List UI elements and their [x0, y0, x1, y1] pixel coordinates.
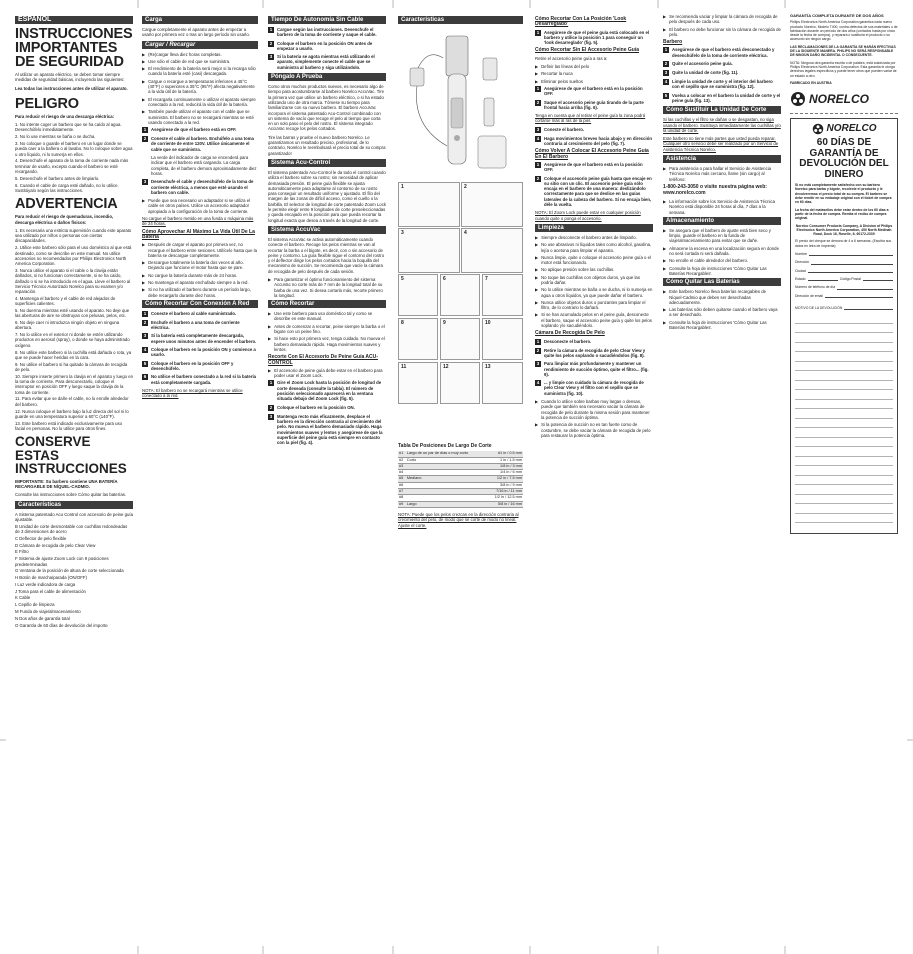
shaver-head-icon — [790, 91, 806, 107]
list-item: B Unidad de corte desmontable con cuchillas redondeadas de 3 dimensiones de acero — [15, 523, 128, 535]
list-item: I Luz verde indicadora de carga — [15, 581, 76, 587]
look-desarreglado-heading: Cómo Recortar Con La Posición 'Look Desarreglado' — [535, 16, 627, 28]
list-item: ▶ Nunca limpie, quite o coloque el accesorio peine guía o el motor está funcionando. — [535, 255, 653, 266]
sustituir-text-2: Este barbero no tiene más partes que usted pueda reparar. Cualquier otro servicio debe ser realizado por un Servicio de Asistencia Técnica Norelco. — [663, 136, 779, 152]
list-item: ▶ El rendimiento de la batería será mejor si la recarga sólo cuando la batería esté (casi) descargada. — [142, 66, 258, 77]
list-item: ▶ No lo utilice mientras se baña o se ducha, ni lo sumerja en agua u otros líquidos, ya que puede dañar el barbero. — [535, 287, 653, 298]
list-item: ▶ (Re)cargar lleva diez horas completas. — [142, 52, 258, 57]
step: 3 Mantenga recto más eficazmente, desplace el barbero en la dirección contraria al crecimiento del pelo. No mueva el barbero demasiado rápido. Haga movimientos suaves y lentos y asegúrese de que la superficie del peine guía está siempre en contacto con la piel (fig. 4). — [269, 413, 383, 446]
figure-2: 2 — [461, 182, 523, 227]
sustituir-heading: Cómo Sustituir La Unidad De Corte — [663, 106, 781, 114]
list-item: ▶ No toque las cuchillas con objetos duros, ya que las podría dañar. — [535, 275, 653, 286]
list-item: 4. Mantenga el barbero y el cable de red alejados de superficies calientes. — [15, 295, 116, 307]
step: 1 Cargue según las instrucciones. Desenchufe el barbero de la toma de corriente y saque el cable. — [269, 27, 377, 38]
step: 2 Enchufe el barbero a una toma de corriente eléctrica. — [143, 319, 240, 331]
setting-cell: #9 — [398, 501, 406, 507]
step: 1 Asegúrese de que el barbero está en la posición OFF. — [536, 161, 643, 173]
recortar-heading: Cómo Recortar — [268, 300, 386, 308]
list-item: ▶ También puede utilizar el aparato con el cable que se suministra. El barbero no se recargará mientras se esté usando conectado a la red. — [142, 109, 258, 125]
step: 4 Coloque el barbero en la posición ON y comience a usarlo. — [143, 347, 256, 358]
brand-logo — [790, 91, 898, 107]
list-item: ▶ Este barbero Norelco lleva baterías recargables de Níquel-Cadmio que deben ser desechadas adecuadamente. — [663, 289, 781, 305]
list-item: ▶ Consulte la hoja de instrucciones 'Cómo Quitar Las Baterías Recargables'. — [663, 320, 781, 331]
list-item: N Dos años de garantía total — [15, 615, 70, 621]
language-label: ESPAÑOL — [15, 16, 133, 24]
conserve-title: CONSERVE ESTAS INSTRUCCIONES — [15, 434, 127, 477]
step: 2 Coloque el barbero en la posición ON antes de empezar a usarlo. — [269, 40, 373, 51]
table-row — [398, 451, 523, 457]
sustituir-text: Si las cuchillas y el filtro se dañan o se desgastan, no siga usando el barbero. Sustituya inmediatamente las cuchillas y/o la unidad de corte. — [663, 117, 781, 133]
read-all: Lea todas las instrucciones antes de utilizar el aparato. — [15, 85, 128, 91]
list-item: 1. No intente coger un barbero que se ha caído al agua. Desenchúfelo inmediatamente. — [15, 122, 122, 133]
aprovechar-heading: Cómo Aprovechar Al Máximo La Vida Útil De La Batería — [142, 228, 255, 240]
list-item: E Filtro — [15, 549, 29, 555]
figure-8: 8 — [398, 318, 438, 360]
table-note: NOTA: Puede que los pelos crezcan en la dirección contraria al crecimiento del pelo, de modo que se corte de modo no lineal. Ajuste el corte. — [398, 511, 519, 528]
list-item: ▶ El barbero no debe funcionar sin la cámara de recogida de pelo. — [663, 27, 781, 38]
step: 3 Conecte el barbero. — [536, 126, 585, 132]
sixty-text: Si no está completamente satisfecho con su barbero Norelco para barba y bigote, recolecte el producto y le devolveremos el precio total de su compra. El barbero se debe remitir en su embalaje original con el ticket de compra en 60 días. — [795, 183, 892, 205]
step: 3 Quite la unidad de corte (fig. 11). — [664, 70, 739, 76]
list-item: F Sistema de ajuste Zoom Lock con 9 posiciones predeterminadas — [15, 556, 109, 567]
list-item: ▶ Se asegura que el barbero de ajuste está bien seco y limpio, guarde el barbero en la funda de viaje/almacenamiento para evitar que se dañe. — [663, 228, 781, 244]
coupon — [790, 118, 898, 534]
form-field[interactable]: Dirección — [795, 260, 893, 264]
step: 1 Asegúrese de que el barbero está en la posición OFF. — [536, 85, 643, 97]
accuvac-heading: Sistema AccuVac — [268, 226, 386, 234]
list-item: ▶ Consulte la hoja de instrucciones 'Cómo Quitar Las Baterías Recargables'. — [663, 266, 781, 277]
figure-6: 6 — [440, 274, 480, 316]
quitar-heading: Cómo Quitar Las Baterías — [663, 278, 781, 286]
underline-note: Tenga en cuenta que al retirar el peine guía la zona podrá cortarse más al ras de la piel. — [535, 113, 646, 124]
list-item: ▶ Después de cargar el aparato por primera vez, no recargue el barbero entre sesiones. Utilícelo hasta que la batería se descargue completamente. — [142, 242, 258, 258]
step: 5 Coloque el barbero en la posición OFF y desenchúfelo. — [143, 360, 234, 371]
peligro-intro: Para reducir el riesgo de una descarga eléctrica: — [15, 113, 115, 119]
column-7 — [790, 14, 898, 534]
importante-note-2: Consulte las instrucciones sobre Cómo quitar las baterías. — [15, 492, 127, 498]
step: 4 Haga movimientos breves hacia abajo y en dirección contraria al crecimiento del pelo (fig. 7). — [536, 135, 652, 147]
figure-4: 4 — [461, 228, 523, 273]
form-field[interactable]: Estado Código Postal — [795, 277, 893, 281]
cargar-heading: Cargar / Recargar — [142, 41, 258, 49]
length-value-cell: 1/8 in / 3 mm — [486, 463, 523, 469]
caract-heading: Características — [398, 16, 523, 24]
column-1 — [15, 14, 133, 629]
barbero-heading: Barbero — [663, 39, 683, 46]
conexion-note: NOTA: El barbero no se recargará mientras se utilice conectado a la red. — [142, 387, 243, 399]
list-item: ▶ Se recomienda vaciar y limpiar la cámara de recogida de pelo después de cada uso. — [663, 14, 781, 25]
sixty-title: 60 DÍAS DE GARANTÍA DE DEVOLUCIÓN DEL DINERO — [799, 137, 889, 180]
step: 2 Conecte el cable al barbero. Enchúfelo a una toma de corriente de entre 120V. Utilice únicamente el cable que se suministra. — [143, 136, 254, 152]
list-item: ▶ Nunca utilice objetos duros o punzantes para limpiar el filtro, de lo contrario lo dañará. — [535, 300, 653, 311]
list-item: ▶ Si no ha utilizado el barbero durante un período largo, debe recargarlo durante diez horas. — [142, 287, 258, 298]
figure-9: 9 — [440, 318, 480, 360]
step: 1 Conecte el barbero al cable suministrado. — [143, 310, 237, 316]
volver-heading: Cómo Volver A Colocar El Accesorio Peine Guía En El Barbero — [535, 148, 649, 160]
step: 1 Asegúrese de que el peine guía está colocado en el barbero y utilice la posición 1 para conseguir un 'look desarreglado' (fig. 5). — [536, 29, 650, 46]
acu-text: El sistema patentado Acu-Control le da todo el control cuando utiliza el barbero sobre su rostro; sin necesidad de aplicar demasiada presión. El peine guía flexible se ajusta automáticamente para adaptarse al contorno de su rostro para conseguir un resultado uniforme y ajustado. El filo del margen de las zonas de difícil acceso, como el cuello o la barbilla. El selector de longitud de corte patentado Zoom Lock le permite elegir entre 9 longitudes de corte preseleccionadas y queda encajado en la posición para que pueda recortar la longitud exacta que desea a través de la longitud de corte. — [268, 169, 386, 223]
importante-note: IMPORTANTE: Su barbero contiene UNA BATERÍA RECARGABLE DE NÍQUEL-CADMIO. — [15, 478, 118, 490]
list-item: ▶ Use este barbero para uso doméstico tal y como se describe en este manual. — [268, 311, 386, 322]
figure-10: 10 — [482, 318, 523, 360]
step: 2 Saque el accesorio peine guía tirando de la parte frontal hacia arriba (fig. 6). — [536, 99, 644, 110]
acu-heading: Sistema Acu-Control — [268, 159, 386, 167]
list-item: O Garantía de 60 días de devolución del importe — [15, 622, 108, 628]
list-item: ▶ No enrolle el cable alrededor del barbero. — [663, 258, 781, 263]
figure-grid — [398, 182, 523, 414]
list-item: ▶ Definir las líneas del pelo — [535, 64, 653, 69]
list-item: 2. Utilice este barbero sólo para el uso doméstico al que está destinado, como se describe en este manual. No utilice accesorios no recomendados por Philips Electronics North America Corporation. — [15, 245, 132, 267]
figure-11: 11 — [398, 362, 438, 404]
charge-warning: No cargue el barbero metido en una funda o máquina más de 24 horas. — [142, 216, 254, 227]
list-item: 12. Nunca coloque el barbero bajo la luz directa del sol ni lo guarde en una temperatura superior a 60°C (140°F). — [15, 408, 129, 419]
garantia-text: Philips Electronics North America Corporation garantiza cada nuevo producto Norelco, Modelo T400, contra defectos de sus materiales o de fabricación durante un período de dos años (contados hasta por cinco desde la fecha de compra), y reparará o sustituirá el producto o su accesorio sin ningún cargo. — [790, 20, 898, 42]
garantia-caps: LAS RECLAMACIONES DE LA GARANTÍA SE HARÁN EFECTIVAS DE LA SIGUIENTE MANERA. PHILIPS NO SERÁ RESPONSABLE DE NINGÚN DAÑO INCIDENTAL O CONSECUENTE. — [790, 44, 896, 58]
form-field[interactable]: Ciudad — [795, 269, 893, 273]
charge-light-note: La verde del indicador de carga se encenderá para indicar que el barbero está cargando. La carga completa, de el barbero demora aproximadamente diez horas. — [151, 155, 257, 176]
safety-title: INSTRUCCIONES IMPORTANTES DE SEGURIDAD — [15, 26, 133, 70]
list-item: A Sistema patentado Acu Control con accesorio de peine guía ajustable. — [15, 511, 134, 522]
step: 1 Asegúrese de que el barbero está en OFF. — [143, 127, 237, 133]
caracteristicas-heading: Características — [15, 501, 133, 509]
list-item: ▶ Si se han acumulado pelos en el peine guía, desconecte el barbero, saque el accesorio peine guía y quite los pelos soplando y/o sacudiéndolo. — [535, 312, 653, 328]
list-item: 9. No utilice el barbero si ha quitado la cámara de recogida de pelo. — [15, 361, 128, 372]
list-item: ▶ Almacene la escena en una localización segura en donde no será cortada ni será dañada. — [663, 246, 781, 257]
length-label-cell: Largo de un par de días o muy corto — [406, 451, 486, 457]
limpieza-heading: Limpieza — [535, 224, 653, 232]
figure-3: 3 — [398, 228, 460, 273]
list-item: 6. No deje caer ni introduzca ningún objeto en ninguna abertura. — [15, 320, 120, 331]
figure-12: 12 — [440, 362, 480, 404]
list-item: H Botón de marcha/parada (ON/OFF) — [15, 575, 87, 581]
garantia-note: NOTA: Ninguna otra garantía escrita o de palabra, está autorizada por Philips Electronics North America Corporation. Esta garantía le otorga derechos legales específicos y puede tener otros que pueden variar de un estado a otro. — [790, 60, 897, 78]
length-table — [398, 451, 523, 508]
advertencia-title: ADVERTENCIA — [15, 196, 118, 213]
coupon-brand: NORELCO — [826, 123, 877, 134]
table-row — [398, 501, 523, 507]
column-2 — [142, 14, 258, 401]
list-item: 5. Desenchufe el barbero antes de limpiarlo. — [15, 175, 100, 181]
step: 3 Si la batería se agota mientras está utilizando el aparato, simplemente conecte el cable que se suministra al barbero y siga utilizándolo. — [269, 54, 375, 70]
figure-1: 1 — [398, 182, 460, 227]
length-value-cell: 3/8 in / 9 mm — [486, 482, 523, 488]
fabricado: FABRICADO EN AUSTRIA — [790, 80, 832, 85]
safety-intro: Al utilizar un aparato eléctrico, se deben tomar siempre medidas de seguridad básicas, incluyendo las siguientes: — [15, 72, 125, 83]
carga-heading: Carga — [142, 16, 258, 24]
list-item: D Cámara de recogida de pelo Clear View — [15, 542, 96, 548]
reason-lines[interactable] — [795, 314, 893, 529]
setting-cell: #1 — [398, 451, 406, 457]
figure-5: 5 — [398, 274, 438, 316]
list-item: 13. Este barbero está indicado exclusivamente para uso facial en personas. No lo utilice para otros fines. — [15, 420, 123, 431]
phone-number: 1-800-243-3050 o visite nuestra página web: www.norelco.com — [663, 183, 767, 196]
pongalo-text: Como otros muchos productos nuevos, es necesario algo de tiempo para acostumbrarse al barbero Norelco AccuVac. Tire la primera vez que utilice un barbero eléctrico, o si ha estado utilizando uno de otra marca. Tómese su tiempo para familiarizarse con su nuevo barbero. El barbero AccuVac incorpora el sistema patentado Acu-Control combinado con un sistema de vacío que recoge el pelo al tiempo que corta en un solo paso el pelo del rostro. El sistema integrado AccuVac recoge los pelos cortados. — [268, 84, 384, 132]
list-item: G Ventana de la posición de altura de corte seleccionada — [15, 568, 124, 574]
length-table-block — [398, 444, 523, 531]
peligro-list — [15, 122, 133, 193]
list-item: ▶ Cuando lo utilice sobre barbas muy largas o densas, puede que también sea necesario vaciar la cámara de recogida de pelo durante la misma sesión para mantener la potencia de succión óptima. — [535, 399, 653, 420]
list-item: C Deflector de pelo flexible — [15, 535, 67, 541]
figure-7: 7 — [482, 274, 523, 316]
list-item: 5. No duerma mientras esté usando el aparato. No deje que las aberturas de aire se obstruyan con pelusas, pelos, etc. — [15, 308, 130, 319]
asistencia-heading: Asistencia — [663, 155, 781, 163]
list-item: 2. No lo use mientras se baña o se ducha. — [15, 134, 96, 140]
step: 2 Coloque el accesorio peine guía hasta que encaje en su sitio con un clic. El accesorio peine guía sólo encaja en el barbero de una manera: deslizándolo correctamente para que se deslice en las guías laterales de la cabeza del barbero. Si no encaja bien, déle la vuelta. — [536, 175, 652, 208]
length-value-cell: 1/2 in / 7.5 mm — [486, 476, 523, 482]
list-item: 6. Cuando el cable de carga esté dañado, no lo utilice. Sustitúyalo según las instrucciones. — [15, 182, 119, 193]
brand-name: NORELCO — [809, 92, 869, 106]
step: 2 Quite el accesorio peine guía. — [664, 61, 733, 67]
carga-intro: Cargue completamente el aparato antes de empezar a usarlo por primera vez o tras un largo período sin usarlo. — [142, 27, 250, 38]
sixty-address: Norelco Consumer Products Company, A Division of Philips Electronics North America Corporation, 450 North Medinah Road, Dock 16, Roselle, IL 60172-2339 — [795, 223, 893, 237]
accuvac-bullet: ▶ Para garantizar el óptimo funcionamiento del sistema AccuVac no corte más de 7 mm de la longitud total de su barba de una vez. Si desea cortarla más, recorte primero la longitud. — [268, 277, 386, 298]
list-item: ▶ No aplique presión sobre las cuchillas. — [535, 267, 653, 272]
caracteristicas-list — [15, 512, 133, 628]
list-item: L Cepillo de limpieza — [15, 602, 55, 608]
recorte-guia-heading: Recorte Con El Accesorio De Peine Guía ACU-CONTROL — [268, 354, 378, 366]
list-item: ▶ No use abrasivos ni líquidos tales como alcohol, gasolina, lejía o acetona para limpiar el aparato. — [535, 242, 653, 253]
setting-cell: #3 — [398, 463, 406, 469]
list-item: 11. Para evitar que se dañe el cable, no lo enrolle alrededor del barbero. — [15, 396, 129, 407]
step: 4 Limpie la unidad de corte y el interior del barbero con el cepillo que se suministra (fig. 12). — [664, 79, 773, 90]
form-field[interactable]: Dirección de email — [795, 294, 893, 298]
setting-cell: #2 — [398, 457, 406, 463]
form-field[interactable]: Número de teléfono de día — [795, 285, 893, 289]
coupon-logo — [795, 123, 893, 135]
list-item: ▶ Si la potencia de succión no es tan fuerte como de costumbre, se debe vaciar la cámara de recogida de pelo para restaurar la potencia óptima. — [535, 422, 653, 438]
advertencia-intro: Para reducir el riesgo de quemaduras, incendio, descarga eléctrica o daños físicos: — [15, 214, 114, 225]
table-title: Tabla De Posiciones De Largo De Corte — [398, 443, 492, 449]
length-value-cell: 1 in / 1.5 mm — [486, 457, 523, 463]
list-item: M Funda de viaje/almacenamiento — [15, 609, 81, 615]
length-label-cell: Mediano — [406, 476, 486, 482]
pongalo-text-2: Tire las barras y pruebe el nuevo barbero Norelco. Le garantizamos un resultado preciso, profesional, de lo contrario, Norelco le reembolsará el precio total de su compra garantizado! — [268, 134, 386, 156]
length-label-cell: Corto — [406, 457, 486, 463]
conexion-heading: Cómo Recortar Con Conexión A Red — [142, 300, 258, 308]
list-item: 7. No lo utilice en el exterior ni donde se estén utilizando productos en aerosol (spray), o donde se haya administrado oxígeno. — [15, 332, 130, 348]
accuvac-text: El sistema AccuVac se activa automáticamente cuando conecte el barbero. Recoge los pelos mientras se van al recortar la barba o el bigote, es decir, con o sin accesorio de peine y contorno. La guía flexible sigue el contorno del rostro y el deflector dirige los pelos cortados hacia la boquilla del mecanismo de succión. Se recomienda que vacíe la cámara de recogida de pelo después de cada sesión. — [268, 236, 385, 274]
camara-heading: Cámara De Recogida De Pelo — [535, 330, 605, 337]
list-item: ▶ Las baterías sólo deben quitarse cuando el barbero vaya a ser desechado. — [663, 307, 781, 318]
form-field[interactable]: MOTIVO DE LA DEVOLUCIÓN — [795, 306, 893, 310]
list-item: ▶ Para asistencia o para hallar el Servicio de Asistencia Técnica Norelco más cercano, llame (sin cargo) al teléfono: — [663, 166, 781, 182]
step: 2 Retire la cámara de recogida de pelo Clear View y quite los pelos soplando o sacudiéndolos (fig. 8). — [536, 347, 646, 358]
column-5 — [535, 14, 653, 440]
list-item: 3. Nunca utilice el aparato si el cable o la clavija están dañados, si no funcionan correctamente, si se ha caído, dañado o si se ha introducido en el agua. Lleve el barbero al Servicio Técnico Autorizado Norelco para su examen y/o reparación. — [15, 267, 131, 295]
column-4 — [398, 14, 523, 27]
length-value-cell: #1 in / 0.5 mm — [486, 451, 523, 457]
setting-cell: #6 — [398, 482, 406, 488]
list-item: 3. No coloque o guarde el barbero en un lugar donde se pueda caer a la bañera o al lavabo. No lo coloque sobre agua u otro líquido, ni lo sumerja en ellos. — [15, 141, 133, 157]
step: 1 Desconecte el barbero. — [536, 338, 592, 344]
list-item: ▶ Siempre desconecte el barbero antes de limpiarlo. — [535, 235, 653, 240]
sin-accesorio-heading: Cómo Recortar Sin El Accesorio Peine Guía — [535, 47, 640, 54]
step: 3 Desenchufe el cable y desenchúfelo de la toma de corriente eléctrica, a menos que esté usando el barbero con cable. — [143, 179, 254, 195]
setting-cell: #5 — [398, 476, 406, 482]
length-value-cell: 5/8 in / 16 mm — [486, 501, 523, 507]
autonomia-heading: Tiempo De Autonomía Sin Cable — [268, 16, 386, 24]
list-item: 10. Siempre inserte primero la clavija en el aparato y luego en la toma de corriente. Para desconectarlo, coloque el interruptor en posición OFF y luego saque la clavija de la toma de corriente. — [15, 373, 133, 395]
adapter-note: ▶ Puede que sea necesario un adaptador si se utiliza el cable en otros países. Utilice un accesorio adaptador apropiado a la configuración de la toma de corriente. — [142, 198, 258, 214]
form-note: El precio del cheque se demora de 4 a 6 semanas. (Escriba sus datos en letra de imprenta) — [795, 239, 892, 248]
form-field[interactable]: Nombre — [795, 252, 893, 256]
step: 1 Asegúrese de que el barbero está desconectado y desenchúfelo de la toma de corriente eléctrica. — [664, 47, 775, 58]
list-item: ▶ Recortar la nuca — [535, 71, 653, 76]
length-value-cell: 7/16 in / 11 mm — [486, 489, 523, 495]
advertencia-list — [15, 228, 133, 431]
list-item: ▶ No mantenga el aparato enchufado siempre a la red. — [142, 280, 258, 285]
list-item: ▶ Use sólo el cable de red que se suministra. — [142, 59, 258, 64]
setting-cell: #7 — [398, 489, 406, 495]
sin-intro: Retire el accesorio peine guía a ras a: — [535, 55, 608, 61]
list-item: ▶ El recargarla continuamente o utilizar el aparato siempre conectado a la red, reducirá la vida útil de la batería. — [142, 97, 258, 108]
list-item: 4. Desenchufe el aparato de la toma de corriente nada más terminar de usarlo, excepto cuando el barbero se esté recargando. — [15, 158, 129, 175]
list-item: 8. No utilice este barbero si la cuchilla está dañada o rota, ya que se puede hacer heridas en la cara. — [15, 349, 132, 360]
list-item: ▶ Antes de comenzar a recortar, peine siempre la barba o el bigote con un peine fino. — [268, 324, 386, 335]
garantia-title: GARANTÍA COMPLETA DURANTE DE DOS AÑOS — [790, 13, 884, 18]
step: 4 ... y limpie con cuidado la cámara de recogida de pelo Clear View y el filtro con el cepillo que se suministra (fig. 10). — [536, 380, 644, 396]
step: 3 Si la batería está completamente descargada, espere unos minutos antes de encender el barbero. — [143, 333, 257, 344]
length-value-cell: 1/2 in / 12.5 mm — [486, 495, 523, 501]
list-item: 1. Es necesaria una estricta supervisión cuando este aparato sea utilizado por niños o personas con ciertas discapacidades. — [15, 227, 132, 244]
figure-13: 13 — [482, 362, 523, 404]
length-label-cell: Largo — [406, 501, 486, 507]
almacenamiento-heading: Almacenamiento — [663, 217, 781, 225]
pongalo-heading: Póngalo A Prueba — [268, 73, 386, 81]
length-value-cell: 1/4 in / 6 mm — [486, 470, 523, 476]
list-item: ▶ La información sobre los Servicio de Asistencia Técnica Norelco está disponible 24 horas al día, 7 días a la semana. — [663, 199, 781, 215]
setting-cell: #8 — [398, 495, 406, 501]
list-item: ▶ Descargue totalmente la batería dos veces al año. Dejando que funcione el motor hasta que se pare. — [142, 260, 258, 271]
list-item: ▶ Cargue o recargue a temperaturas inferiores a 45°C (40°F) o superiores a 35°C (95°F) afecta negativamente a la vida útil de la batería. — [142, 79, 258, 95]
list-item: K Cable — [15, 595, 31, 601]
step: 1 Gire el Zoom Lock hasta la posición de longitud de corte deseada (consulte la tabla). El número de posición seleccionado aparecerá en la ventana situada debajo del Zoom Lock (fig. 5). — [269, 380, 382, 402]
peligro-title: PELIGRO — [15, 95, 79, 112]
recorte-guia-text: ▶ El accesorio de peine guía debe estar en el barbero para poder usar el Zoom Lock. — [268, 368, 386, 379]
list-item: ▶ No cargue la batería durante más de 24 horas. — [142, 273, 258, 278]
list-item: J Toma para el cable de alimentación — [15, 588, 86, 594]
step: 3 Para limpiar más profundamente y mantener un rendimiento de succión óptimo, quite el filtro... (fig. 9). — [536, 361, 649, 377]
step: 5 Vuelva a colocar en el barbero la unidad de corte y el peine guía (fig. 13). — [664, 92, 781, 103]
step: 2 Coloque el barbero en la posición ON. — [269, 404, 355, 410]
list-item: ▶ Eliminar pelos sueltos — [535, 79, 653, 84]
shaver-head-icon — [812, 123, 824, 135]
column-3 — [268, 14, 386, 448]
cut-line — [790, 113, 898, 114]
product-illustration — [398, 28, 523, 180]
sixty-text-2: La fecha del matasellos debe estar dentro de los 60 días a partir de la fecha de compra. Remita el recibo de compra original. — [795, 207, 889, 221]
setting-cell: #4 — [398, 470, 406, 476]
volver-note: NOTA: El Zoom Lock puede estar en cualquier posición cuando quite o ponga el accesorio. — [535, 210, 641, 221]
list-item: ▶ Si hace esto por primera vez, tenga cuidado. No mueva el barbero demasiado rápido. Haga movimientos suaves y lentos. — [268, 336, 386, 352]
step: 6 No utilice el barbero conectado a la red si la batería está completamente cargada. — [143, 374, 257, 385]
column-6 — [663, 14, 781, 332]
